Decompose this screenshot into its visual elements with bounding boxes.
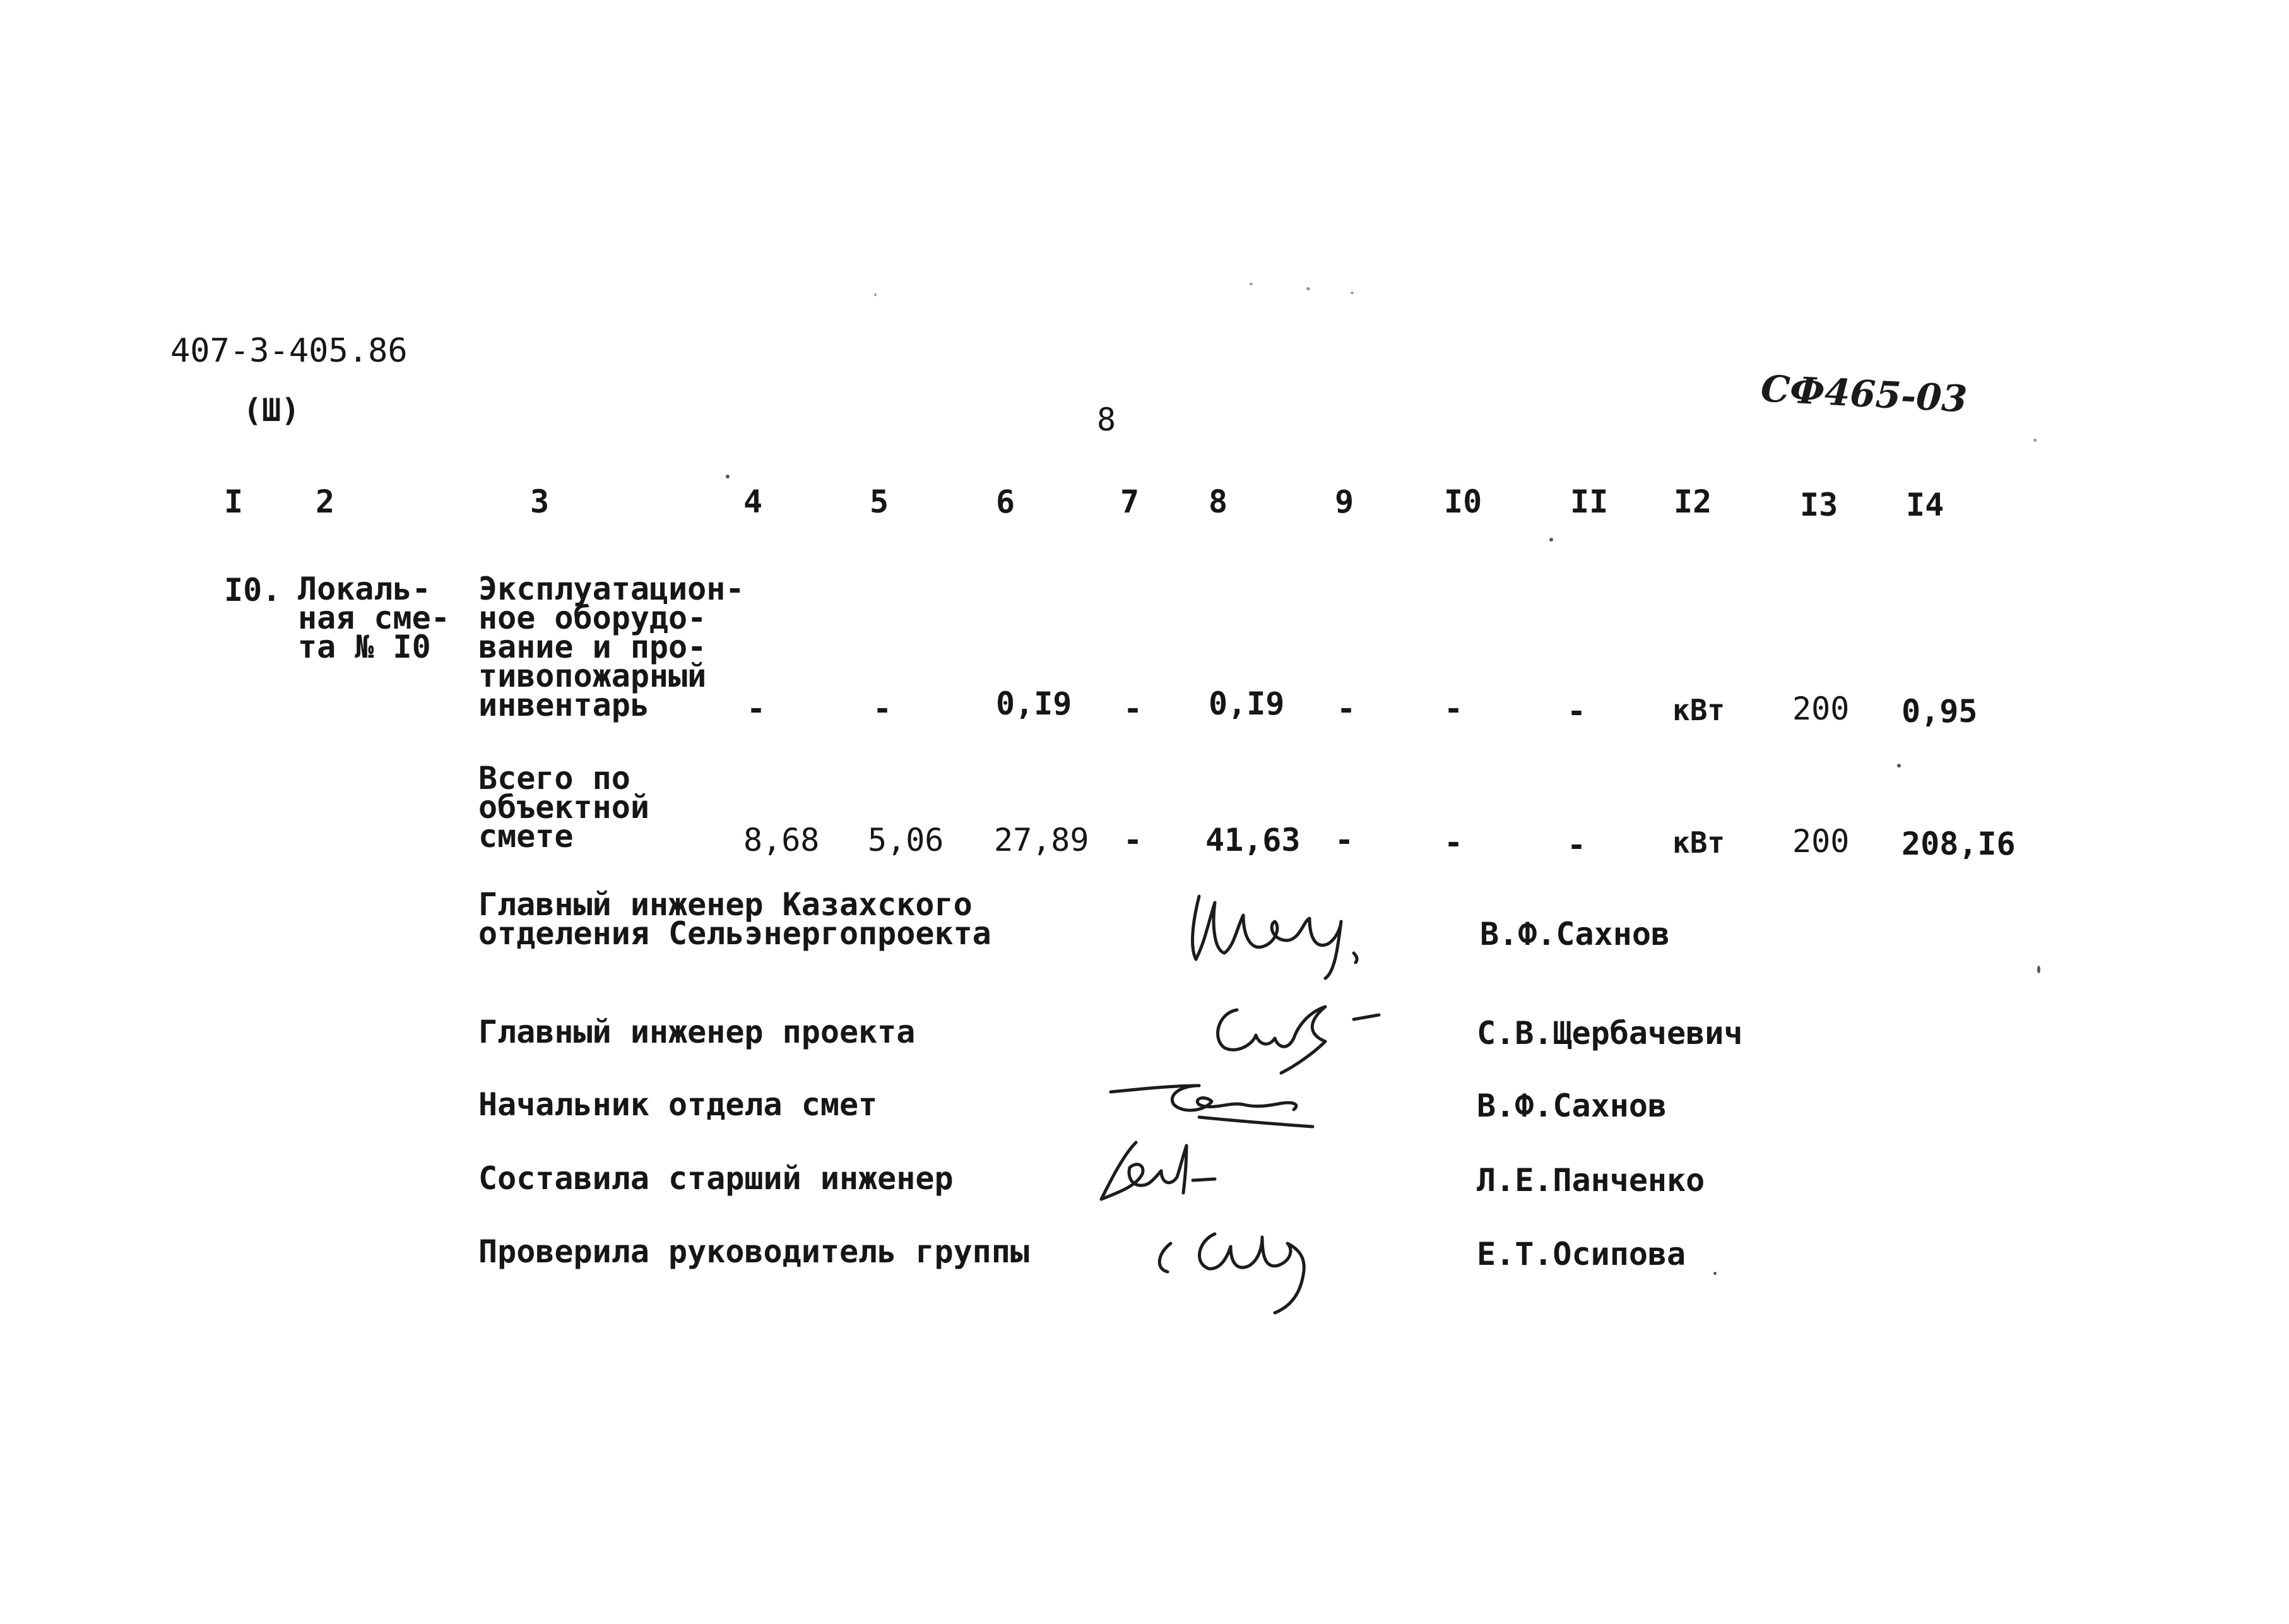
scan-speck (1549, 538, 1553, 542)
total-col-9: - (1335, 822, 1354, 858)
column-header-9: 9 (1335, 483, 1354, 520)
scan-speck (1897, 764, 1901, 768)
signatory-title-1: Главный инженер Казахского отделения Сельэнергопроекта (478, 886, 991, 952)
scan-speck (2033, 439, 2037, 442)
handwritten-code: СФ465-03 (1760, 367, 1968, 421)
signatory-name-3: В.Ф.Сахнов (1477, 1088, 1667, 1124)
signatory-title-5: Проверила руководитель группы (478, 1233, 1029, 1270)
column-header-10: I0 (1444, 483, 1482, 520)
column-header-8: 8 (1209, 483, 1228, 520)
page-number: 8 (1097, 401, 1116, 438)
column-header-11: II (1570, 483, 1609, 520)
row-name: Локаль- ная сме- та № I0 (298, 571, 450, 665)
scan-speck (1306, 287, 1310, 290)
volume-label: (Ш) (243, 392, 300, 429)
signatory-title-3: Начальник отдела смет (478, 1086, 878, 1123)
signatory-name-2: С.В.Щербачевич (1477, 1015, 1743, 1052)
signatory-name-4: Л.Е.Панченко (1477, 1162, 1705, 1199)
column-header-2: 2 (316, 483, 335, 520)
total-col-7: - (1123, 822, 1143, 858)
total-col-11: - (1567, 827, 1587, 863)
scan-speck (1351, 292, 1354, 294)
total-col-13: 200 (1792, 823, 1850, 860)
scan-speck (2037, 966, 2040, 973)
row-col-10: - (1444, 690, 1464, 727)
total-col-8: 41,63 (1205, 822, 1301, 858)
row-col-14: 0,95 (1902, 693, 1978, 730)
signature-1 (1180, 877, 1395, 985)
row-col-6: 0,I9 (996, 685, 1072, 722)
row-number: I0. (224, 572, 281, 608)
document-code: 407-3-405.86 (170, 332, 408, 370)
row-col-9: - (1337, 690, 1356, 727)
column-header-14: I4 (1906, 487, 1944, 523)
column-header-1: I (224, 483, 244, 520)
total-col-10: - (1444, 824, 1464, 861)
column-header-4: 4 (743, 483, 763, 520)
total-col-14: 208,I6 (1902, 826, 2016, 862)
signatory-title-2: Главный инженер проекта (478, 1014, 916, 1050)
column-header-13: I3 (1800, 487, 1838, 523)
total-col-6: 27,89 (994, 822, 1089, 858)
column-header-7: 7 (1120, 483, 1140, 520)
total-col-4: 8,68 (743, 822, 820, 858)
signature-2 (1199, 985, 1407, 1079)
row-description: Эксплуатацион- ное оборудо- вание и про- тивопожарный инвентарь (478, 571, 745, 723)
signatory-title-4: Составила старший инженер (478, 1160, 954, 1197)
row-col-13: 200 (1792, 690, 1850, 727)
column-header-5: 5 (870, 483, 889, 520)
row-col-5: - (873, 690, 892, 727)
signatory-name-1: В.Ф.Сахнов (1480, 916, 1671, 952)
total-unit: кВт (1672, 826, 1725, 860)
row-col-11: - (1567, 693, 1587, 730)
total-description: Всего по объектной смете (478, 760, 649, 855)
signature-5 (1149, 1212, 1338, 1319)
row-unit: кВт (1672, 693, 1725, 727)
scan-speck (1713, 1272, 1717, 1275)
column-header-3: 3 (530, 483, 550, 520)
scan-speck (1250, 283, 1253, 285)
column-header-6: 6 (996, 483, 1015, 520)
row-col-4: - (747, 690, 766, 727)
row-col-8: 0,I9 (1209, 685, 1285, 722)
scan-speck (874, 293, 877, 296)
total-col-5: 5,06 (868, 822, 944, 858)
scan-speck (726, 475, 730, 478)
column-header-12: I2 (1674, 483, 1712, 520)
row-col-7: - (1123, 690, 1143, 727)
signature-4 (1092, 1130, 1243, 1218)
signatory-name-5: Е.Т.Осипова (1477, 1236, 1686, 1272)
